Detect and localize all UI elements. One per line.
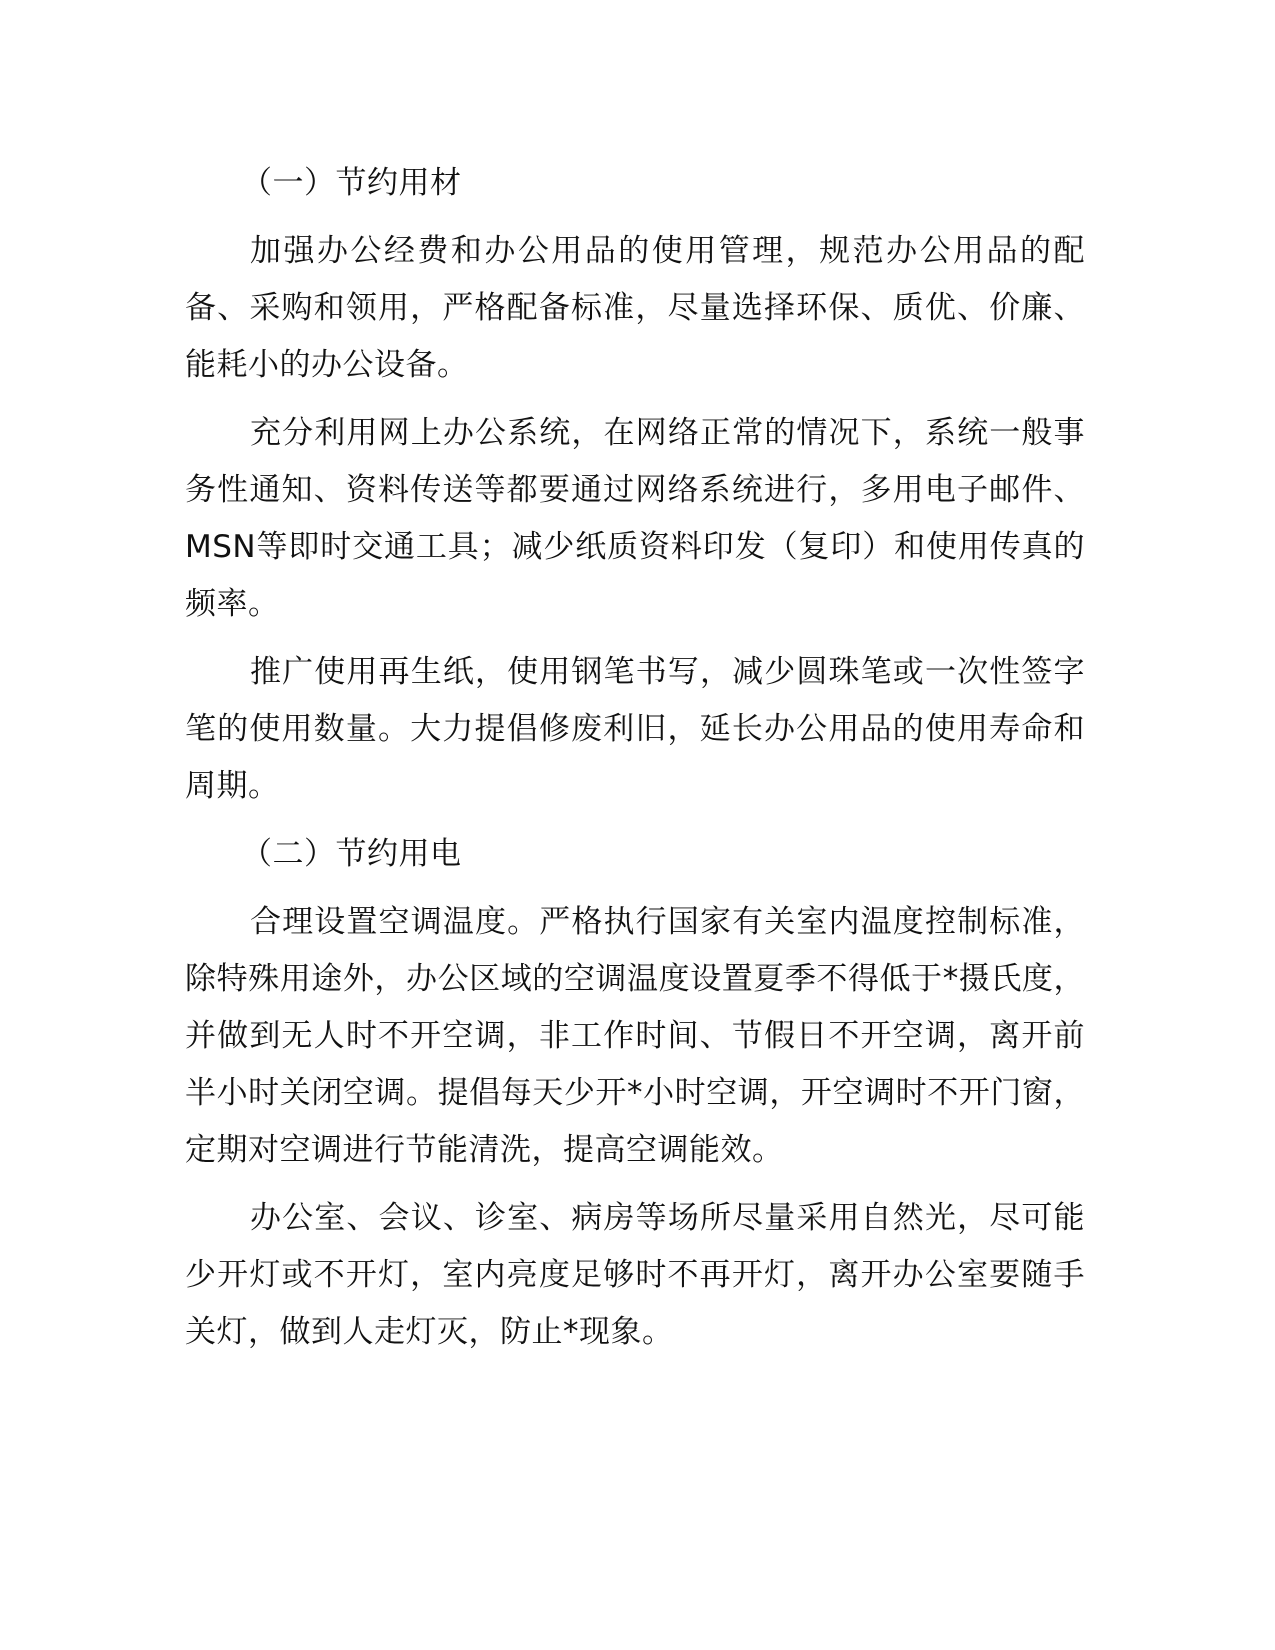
paragraph-lighting: 办公室、会议、诊室、病房等场所尽量采用自然光，尽可能少开灯或不开灯，室内亮度足够时不再开灯，离开办公室要随手关灯，做到人走灯灭，防止*现象。 bbox=[185, 1200, 1085, 1350]
section-heading-electricity: （二）节约用电 bbox=[241, 836, 462, 872]
paragraph-office-supplies: 加强办公经费和办公用品的使用管理，规范办公用品的配备、采购和领用，严格配备标准，尽量选择环保、质优、价廉、能耗小的办公设备。 bbox=[185, 233, 1085, 383]
paragraph-air-conditioning: 合理设置空调温度。严格执行国家有关室内温度控制标准，除特殊用途外，办公区域的空调温度设置夏季不得低于*摄氏度，并做到无人时不开空调，非工作时间、节假日不开空调，离开前半小时关闭空调。提倡每天少开*小时空调，开空调时不开门窗，定期对空调进行节能清洗，提高空调能效。 bbox=[185, 904, 1085, 1168]
paragraph-recycled-paper: 推广使用再生纸，使用钢笔书写，减少圆珠笔或一次性签字笔的使用数量。大力提倡修废利旧，延长办公用品的使用寿命和周期。 bbox=[185, 654, 1085, 804]
document-body bbox=[185, 155, 1085, 1372]
section-heading-materials: （一）节约用材 bbox=[241, 165, 462, 201]
paragraph-online-office: 充分利用网上办公系统，在网络正常的情况下，系统一般事务性通知、资料传送等都要通过网络系统进行，多用电子邮件、MSN等即时交通工具；减少纸质资料印发（复印）和使用传真的频率。 bbox=[185, 415, 1085, 622]
